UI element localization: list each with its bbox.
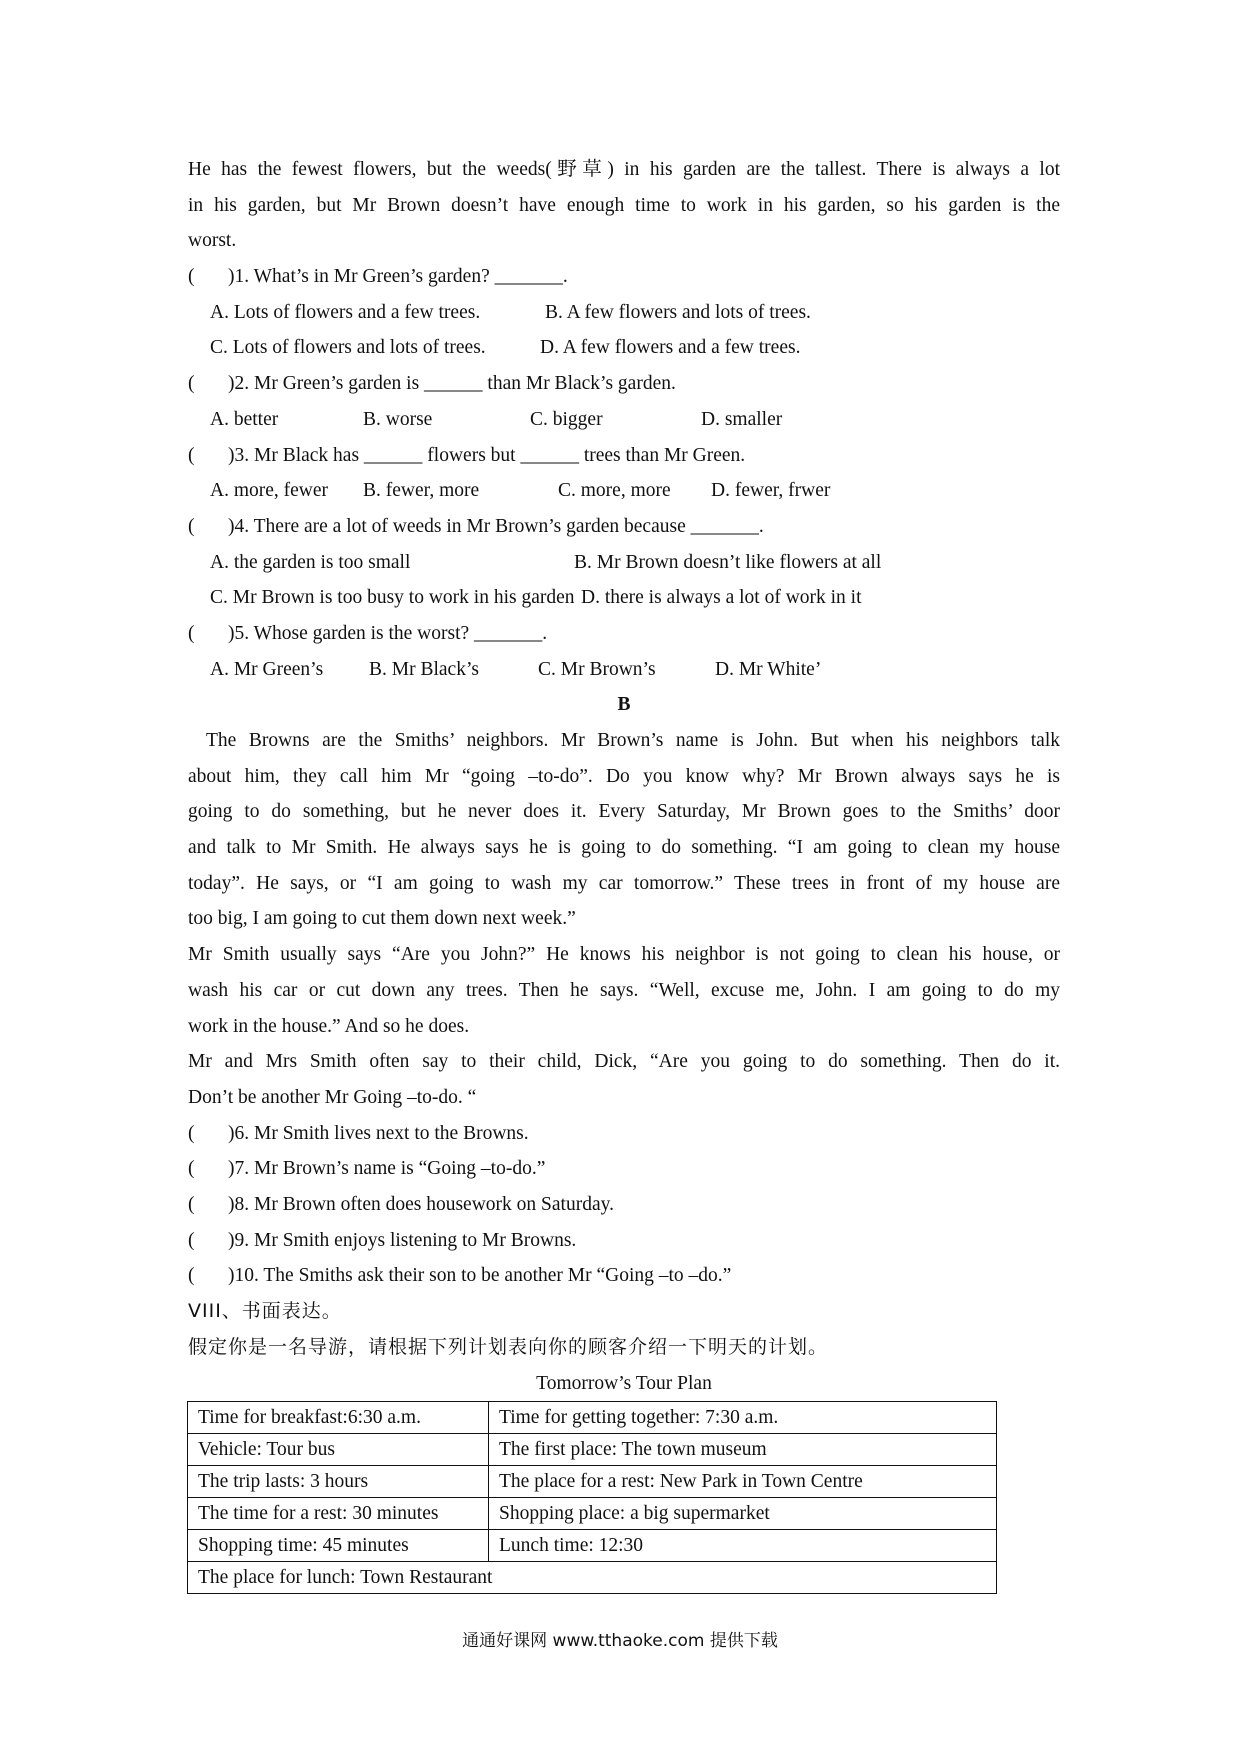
writing-instruction: 假定你是一名导游，请根据下列计划表向你的顾客介绍一下明天的计划。 [188, 1335, 829, 1358]
question-stem: )9. Mr Smith enjoys listening to Mr Browns. [228, 1229, 577, 1251]
option-d: D. there is always a lot of work in it [581, 587, 862, 609]
passage-line: about him, they call him Mr “going –to-do”. Do you know why? Mr Brown always says he is [188, 765, 1060, 787]
passage-line: Mr and Mrs Smith often say to their child, Dick, “Are you going to do something. Then do it. [188, 1051, 1060, 1073]
option-d: D. Mr White’ [715, 658, 822, 680]
passage-line: too big, I am going to cut them down next week.” [188, 908, 576, 930]
option-a: A. Lots of flowers and a few trees. [210, 301, 481, 323]
option-d: D. fewer, frwer [711, 480, 831, 502]
question-stem: )3. Mr Black has ______ flowers but ______ trees than Mr Green. [228, 444, 746, 466]
option-d: D. A few flowers and a few trees. [540, 337, 801, 359]
option-a: A. Mr Green’s [210, 658, 324, 680]
option-a: A. more, fewer [210, 480, 329, 502]
table-cell: The first place: The town museum [489, 1434, 997, 1466]
question-stem: )1. What’s in Mr Green’s garden? _______. [228, 266, 568, 288]
section-b-heading: B [617, 694, 631, 716]
table-cell: The time for a rest: 30 minutes [188, 1498, 489, 1530]
option-c: C. bigger [530, 408, 603, 430]
passage-line: in his garden, but Mr Brown doesn’t have enough time to work in his garden, so his garden is the [188, 194, 1060, 216]
answer-paren: ( [188, 1122, 195, 1144]
table-title: Tomorrow’s Tour Plan [536, 1373, 712, 1395]
answer-paren: ( [188, 266, 195, 288]
question-3 [188, 438, 1060, 509]
passage-line: work in the house.” And so he does. [188, 1015, 470, 1037]
question-stem: )10. The Smiths ask their son to be another Mr “Going –to –do.” [228, 1265, 732, 1287]
question-stem: )5. Whose garden is the worst? _______. [228, 622, 548, 644]
answer-paren: ( [188, 444, 195, 466]
table-row [188, 1562, 997, 1594]
answer-paren: ( [188, 1229, 195, 1251]
tour-plan-table [187, 1401, 997, 1594]
option-d: D. smaller [701, 408, 783, 430]
passage-line: today”. He says, or “I am going to wash my car tomorrow.” These trees in front of my house are [188, 872, 1060, 894]
table-cell: Time for getting together: 7:30 a.m. [489, 1402, 997, 1434]
question-2 [188, 366, 1060, 437]
option-b: B. fewer, more [363, 480, 480, 502]
table-row [188, 1498, 997, 1530]
option-b: B. Mr Black’s [369, 658, 479, 680]
question-5 [188, 616, 1060, 687]
table-cell: Shopping time: 45 minutes [188, 1530, 489, 1562]
passage-line: Mr Smith usually says “Are you John?” He knows his neighbor is not going to clean his house, or [188, 944, 1060, 966]
passage-line: going to do something, but he never does it. Every Saturday, Mr Brown goes to the Smiths’ door [188, 801, 1060, 823]
option-a: A. better [210, 408, 279, 430]
table-row [188, 1402, 997, 1434]
question-stem: )6. Mr Smith lives next to the Browns. [228, 1122, 529, 1144]
table-cell: Vehicle: Tour bus [188, 1434, 489, 1466]
table-row [188, 1434, 997, 1466]
answer-paren: ( [188, 1193, 195, 1215]
passage-line: and talk to Mr Smith. He always says he is going to do something. “I am going to clean my house [188, 837, 1060, 859]
footer-credit: 通通好课网 www.tthaoke.com 提供下载 [462, 1631, 778, 1651]
option-b: B. worse [363, 408, 433, 430]
option-c: C. Lots of flowers and lots of trees. [210, 337, 486, 359]
option-a: A. the garden is too small [210, 551, 411, 573]
table-cell: Time for breakfast:6:30 a.m. [188, 1402, 489, 1434]
option-c: C. Mr Brown’s [538, 658, 656, 680]
question-1 [188, 259, 1060, 366]
table-cell: The trip lasts: 3 hours [188, 1466, 489, 1498]
option-b: B. Mr Brown doesn’t like flowers at all [574, 551, 882, 573]
passage-line: worst. [188, 230, 237, 252]
writing-heading: VIII、书面表达。 [188, 1300, 342, 1322]
passage-line: The Browns are the Smiths’ neighbors. Mr Brown’s name is John. But when his neighbors talk [206, 730, 1060, 751]
questions-b [188, 1116, 1060, 1294]
question-stem: )2. Mr Green’s garden is ______ than Mr Black’s garden. [228, 373, 676, 395]
document-page [188, 152, 1060, 1594]
passage-line: He has the fewest flowers, but the weeds(野草) in his garden are the tallest. There is always a lot [188, 159, 1060, 180]
question-4 [188, 509, 1060, 616]
table-row [188, 1530, 997, 1562]
answer-paren: ( [188, 515, 195, 537]
passage-line: wash his car or cut down any trees. Then he says. “Well, excuse me, John. I am going to do my [188, 979, 1060, 1001]
table-row [188, 1466, 997, 1498]
answer-paren: ( [188, 373, 195, 395]
answer-paren: ( [188, 622, 195, 644]
table-cell: Shopping place: a big supermarket [489, 1498, 997, 1530]
question-stem: )7. Mr Brown’s name is “Going –to-do.” [228, 1158, 546, 1180]
option-c: C. Mr Brown is too busy to work in his garden [210, 587, 575, 609]
question-stem: )4. There are a lot of weeds in Mr Brown’s garden because _______. [228, 515, 764, 537]
option-c: C. more, more [558, 480, 671, 502]
passage-a-ending [188, 152, 1060, 259]
table-cell: The place for a rest: New Park in Town Centre [489, 1466, 997, 1498]
passage-b [188, 723, 1060, 1116]
table-cell: The place for lunch: Town Restaurant [188, 1562, 997, 1594]
question-stem: )8. Mr Brown often does housework on Saturday. [228, 1193, 614, 1215]
table-cell: Lunch time: 12:30 [489, 1530, 997, 1562]
answer-paren: ( [188, 1158, 195, 1180]
passage-line: Don’t be another Mr Going –to-do. “ [188, 1086, 477, 1108]
answer-paren: ( [188, 1265, 195, 1287]
option-b: B. A few flowers and lots of trees. [545, 301, 811, 323]
